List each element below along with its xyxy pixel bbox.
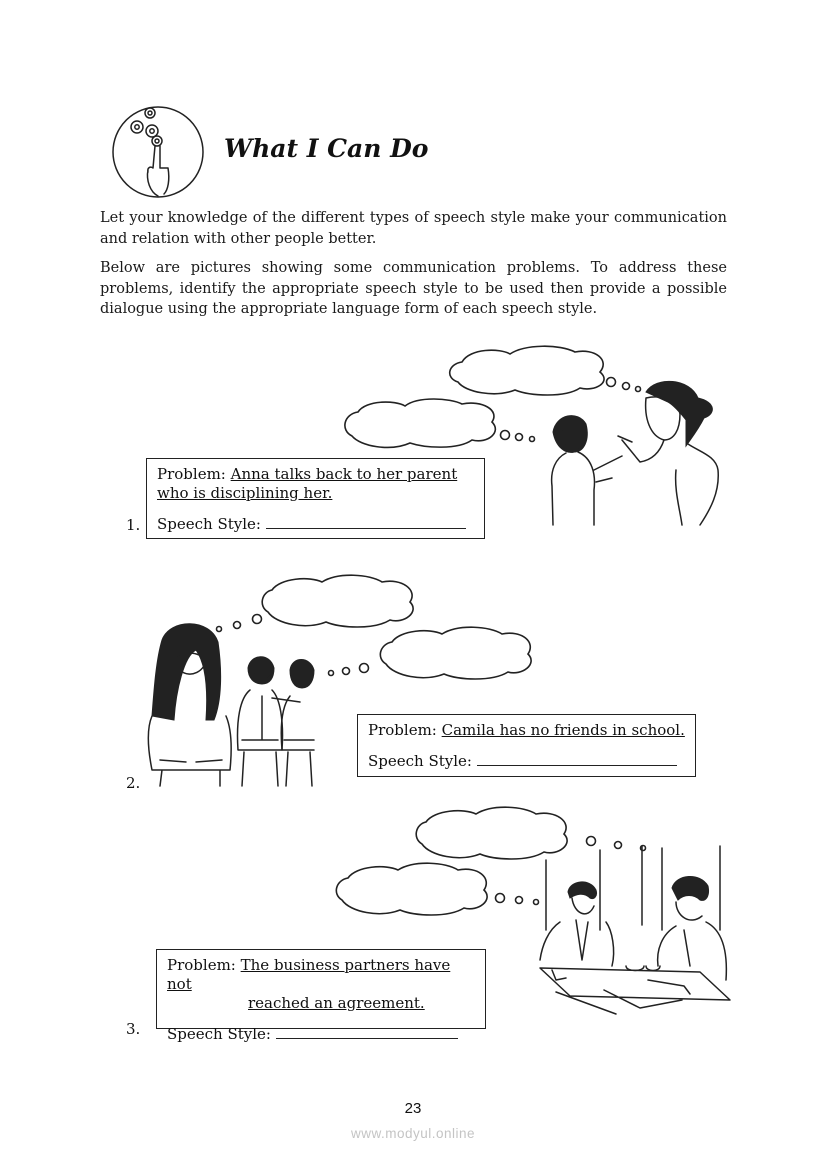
- problem-text-line2: who is disciplining her.: [157, 484, 333, 502]
- business-partners-meeting: [540, 846, 730, 1014]
- item-number: 3.: [126, 1020, 141, 1038]
- problem-box-2: [357, 714, 696, 777]
- problem-line: [157, 465, 474, 484]
- thought-bubble-partner-right: [416, 807, 645, 859]
- problem-line: [368, 721, 685, 740]
- hand-holding-gears-icon: [113, 107, 203, 197]
- problem-text: Camila has no friends in school.: [441, 721, 685, 739]
- speech-style-line: [368, 751, 685, 771]
- item-number: 1.: [126, 516, 141, 534]
- speech-style-label: Speech Style:: [157, 515, 261, 533]
- speech-style-line: [157, 514, 474, 534]
- thought-bubble-camila: [217, 575, 414, 631]
- thought-bubble-classmates: [329, 627, 532, 679]
- page-number: 23: [404, 1100, 422, 1117]
- speech-style-answer-blank[interactable]: [477, 751, 677, 766]
- speech-style-answer-blank[interactable]: [266, 514, 466, 529]
- speech-style-answer-blank[interactable]: [276, 1024, 458, 1039]
- problem-box-1: [146, 458, 485, 539]
- problem-text-line1: Anna talks back to her parent: [230, 465, 458, 483]
- intro-paragraph-2: Below are pictures showing some communication problems. To address these problems, identify the appropriate speech style to be used then provide a possible dialogue using the appropriate language form of each speech style.: [100, 260, 727, 317]
- page-title: What I Can Do: [224, 134, 429, 163]
- problem-text-line1: The business partners have not: [167, 956, 451, 993]
- thought-bubble-daughter: [345, 399, 535, 447]
- problem-line: [167, 956, 475, 994]
- item-number: 2.: [126, 774, 141, 792]
- problem-label: Problem:: [368, 721, 437, 739]
- footer-watermark: www.modyul.online: [350, 1126, 476, 1141]
- problem-box-3: [156, 949, 486, 1043]
- problem-label: Problem:: [167, 956, 236, 974]
- thought-bubble-mother: [450, 346, 641, 395]
- thought-bubble-partner-left: [336, 863, 538, 915]
- problem-text-line2: reached an agreement.: [248, 994, 425, 1012]
- speech-style-label: Speech Style:: [368, 752, 472, 770]
- speech-style-label: Speech Style:: [167, 1025, 271, 1043]
- intro-paragraph-1: Let your knowledge of the different types of speech style make your communication and relation with other people better.: [100, 210, 727, 247]
- crying-girl-and-classmates: [148, 624, 314, 786]
- girl-arguing-with-mother: [552, 381, 719, 525]
- speech-style-line: [167, 1024, 475, 1044]
- problem-label: Problem:: [157, 465, 226, 483]
